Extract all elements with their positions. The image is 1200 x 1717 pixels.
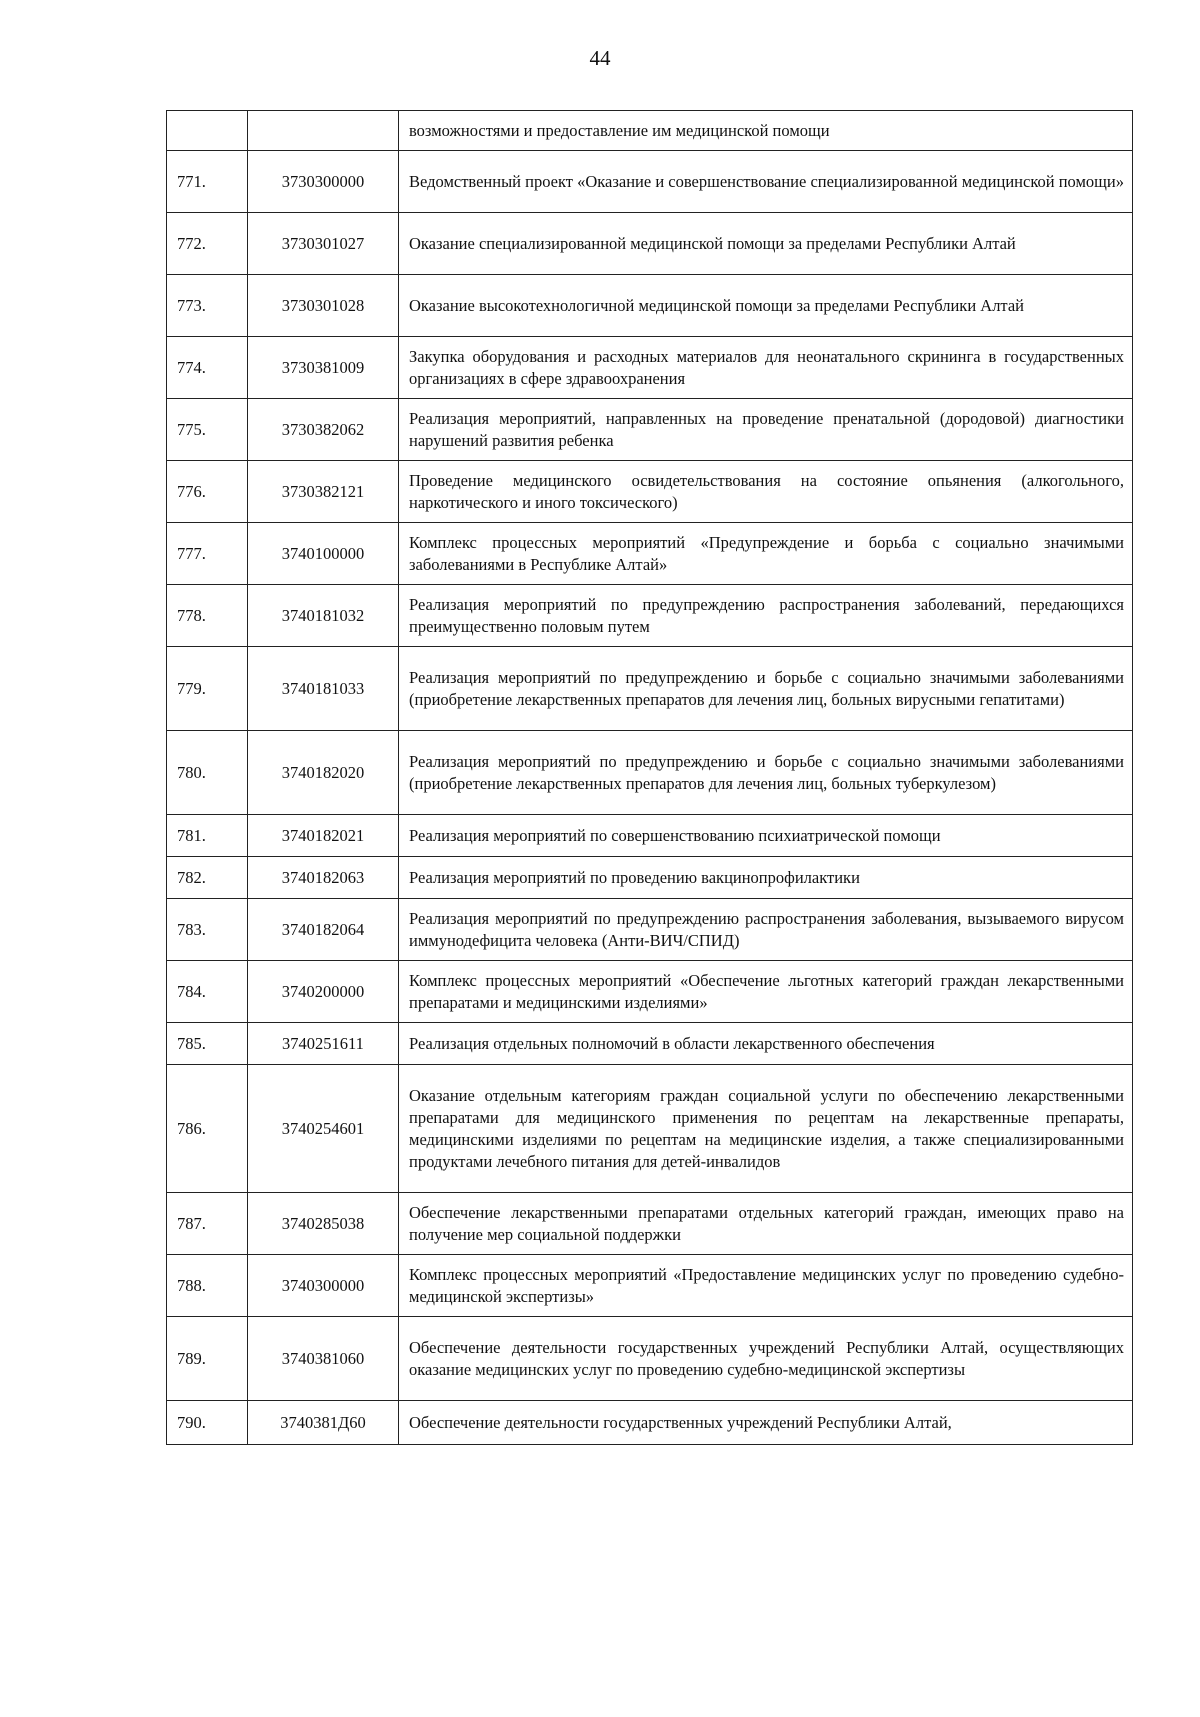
row-number-cell: 778. <box>167 585 248 647</box>
budget-code-cell: 3730301028 <box>248 275 399 337</box>
item-name-cell: Реализация мероприятий, направленных на проведение пренатальной (дородовой) диагностики нарушений развития ребенка <box>399 399 1133 461</box>
budget-code-cell: 3740200000 <box>248 961 399 1023</box>
table-body <box>167 111 1133 1445</box>
row-number-cell: 783. <box>167 899 248 961</box>
table-row <box>167 815 1133 857</box>
item-name-cell: Реализация мероприятий по предупреждению распространения заболевания, вызываемого вирусом иммунодефицита человека (Анти-ВИЧ/СПИД) <box>399 899 1133 961</box>
table-row <box>167 1065 1133 1193</box>
row-number-cell: 781. <box>167 815 248 857</box>
item-name-cell: Реализация мероприятий по предупреждению и борьбе с социально значимыми заболеваниями (приобретение лекарственных препаратов для лечения лиц, больных вирусными гепатитами) <box>399 647 1133 731</box>
table-row <box>167 1023 1133 1065</box>
budget-code-cell: 3740100000 <box>248 523 399 585</box>
table-row <box>167 399 1133 461</box>
budget-code-cell: 3740182064 <box>248 899 399 961</box>
row-number-cell: 779. <box>167 647 248 731</box>
item-name-cell: Ведомственный проект «Оказание и совершенствование специализированной медицинской помощи» <box>399 151 1133 213</box>
row-number-cell: 790. <box>167 1401 248 1445</box>
budget-code-cell: 3740181032 <box>248 585 399 647</box>
budget-code-cell: 3740181033 <box>248 647 399 731</box>
budget-code-cell: 3730301027 <box>248 213 399 275</box>
table-row <box>167 647 1133 731</box>
document-table <box>166 110 1133 1445</box>
budget-code-cell: 3740251611 <box>248 1023 399 1065</box>
budget-code-cell: 3730300000 <box>248 151 399 213</box>
row-number-cell: 775. <box>167 399 248 461</box>
row-number-cell: 771. <box>167 151 248 213</box>
budget-code-cell: 3740300000 <box>248 1255 399 1317</box>
budget-code-cell: 3740285038 <box>248 1193 399 1255</box>
table-row <box>167 1317 1133 1401</box>
row-number-cell: 787. <box>167 1193 248 1255</box>
budget-code-cell: 3730382121 <box>248 461 399 523</box>
table-row <box>167 461 1133 523</box>
row-number-cell: 774. <box>167 337 248 399</box>
table-row <box>167 275 1133 337</box>
item-name-cell: Обеспечение лекарственными препаратами отдельных категорий граждан, имеющих право на получение мер социальной поддержки <box>399 1193 1133 1255</box>
item-name-cell: Реализация мероприятий по проведению вакцинопрофилактики <box>399 857 1133 899</box>
page-number: 44 <box>589 46 611 70</box>
row-number-cell: 786. <box>167 1065 248 1193</box>
row-number-cell: 782. <box>167 857 248 899</box>
item-name-cell: Оказание отдельным категориям граждан социальной услуги по обеспечению лекарственными препаратами для медицинского применения по рецептам на лекарственные препараты, медицинскими изделиями по рецептам на медицинские изделия, а также специализированными продуктами лечебного питания для детей-инвалидов <box>399 1065 1133 1193</box>
item-name-cell: Закупка оборудования и расходных материалов для неонатального скрининга в государственных организациях в сфере здравоохранения <box>399 337 1133 399</box>
table-row <box>167 731 1133 815</box>
row-number-cell: 777. <box>167 523 248 585</box>
table-row <box>167 899 1133 961</box>
table-row <box>167 151 1133 213</box>
budget-code-cell: 3740254601 <box>248 1065 399 1193</box>
row-number-cell: 789. <box>167 1317 248 1401</box>
item-name-cell: Обеспечение деятельности государственных учреждений Республики Алтай, осуществляющих оказание медицинских услуг по проведению судебно-медицинской экспертизы <box>399 1317 1133 1401</box>
budget-code-cell: 3730381009 <box>248 337 399 399</box>
table-row <box>167 337 1133 399</box>
budget-code-cell <box>248 111 399 151</box>
budget-code-cell: 3730382062 <box>248 399 399 461</box>
item-name-cell: Комплекс процессных мероприятий «Предоставление медицинских услуг по проведению судебно-медицинской экспертизы» <box>399 1255 1133 1317</box>
row-number-cell: 773. <box>167 275 248 337</box>
item-name-cell: Комплекс процессных мероприятий «Предупреждение и борьба с социально значимыми заболеваниями в Республике Алтай» <box>399 523 1133 585</box>
table-row <box>167 585 1133 647</box>
item-name-cell: Оказание высокотехнологичной медицинской помощи за пределами Республики Алтай <box>399 275 1133 337</box>
row-number-cell: 784. <box>167 961 248 1023</box>
table-row <box>167 213 1133 275</box>
item-name-cell: Проведение медицинского освидетельствования на состояние опьянения (алкогольного, наркотического и иного токсического) <box>399 461 1133 523</box>
item-name-cell: Реализация мероприятий по предупреждению и борьбе с социально значимыми заболеваниями (приобретение лекарственных препаратов для лечения лиц, больных туберкулезом) <box>399 731 1133 815</box>
budget-code-cell: 3740381Д60 <box>248 1401 399 1445</box>
row-number-cell: 788. <box>167 1255 248 1317</box>
item-name-cell: возможностями и предоставление им медицинской помощи <box>399 111 1133 151</box>
item-name-cell: Реализация мероприятий по предупреждению распространения заболеваний, передающихся преимущественно половым путем <box>399 585 1133 647</box>
budget-code-cell: 3740182021 <box>248 815 399 857</box>
table-row <box>167 857 1133 899</box>
table-row <box>167 523 1133 585</box>
item-name-cell: Реализация мероприятий по совершенствованию психиатрической помощи <box>399 815 1133 857</box>
table-row <box>167 1401 1133 1445</box>
item-name-cell: Оказание специализированной медицинской помощи за пределами Республики Алтай <box>399 213 1133 275</box>
item-name-cell: Комплекс процессных мероприятий «Обеспечение льготных категорий граждан лекарственными препаратами и медицинскими изделиями» <box>399 961 1133 1023</box>
table-row <box>167 1193 1133 1255</box>
row-number-cell: 772. <box>167 213 248 275</box>
budget-code-cell: 3740182063 <box>248 857 399 899</box>
table-row <box>167 1255 1133 1317</box>
row-number-cell: 780. <box>167 731 248 815</box>
item-name-cell: Обеспечение деятельности государственных учреждений Республики Алтай, <box>399 1401 1133 1445</box>
table-row <box>167 961 1133 1023</box>
row-number-cell: 776. <box>167 461 248 523</box>
row-number-cell: 785. <box>167 1023 248 1065</box>
item-name-cell: Реализация отдельных полномочий в области лекарственного обеспечения <box>399 1023 1133 1065</box>
budget-code-cell: 3740182020 <box>248 731 399 815</box>
table-row <box>167 111 1133 151</box>
budget-code-cell: 3740381060 <box>248 1317 399 1401</box>
row-number-cell <box>167 111 248 151</box>
